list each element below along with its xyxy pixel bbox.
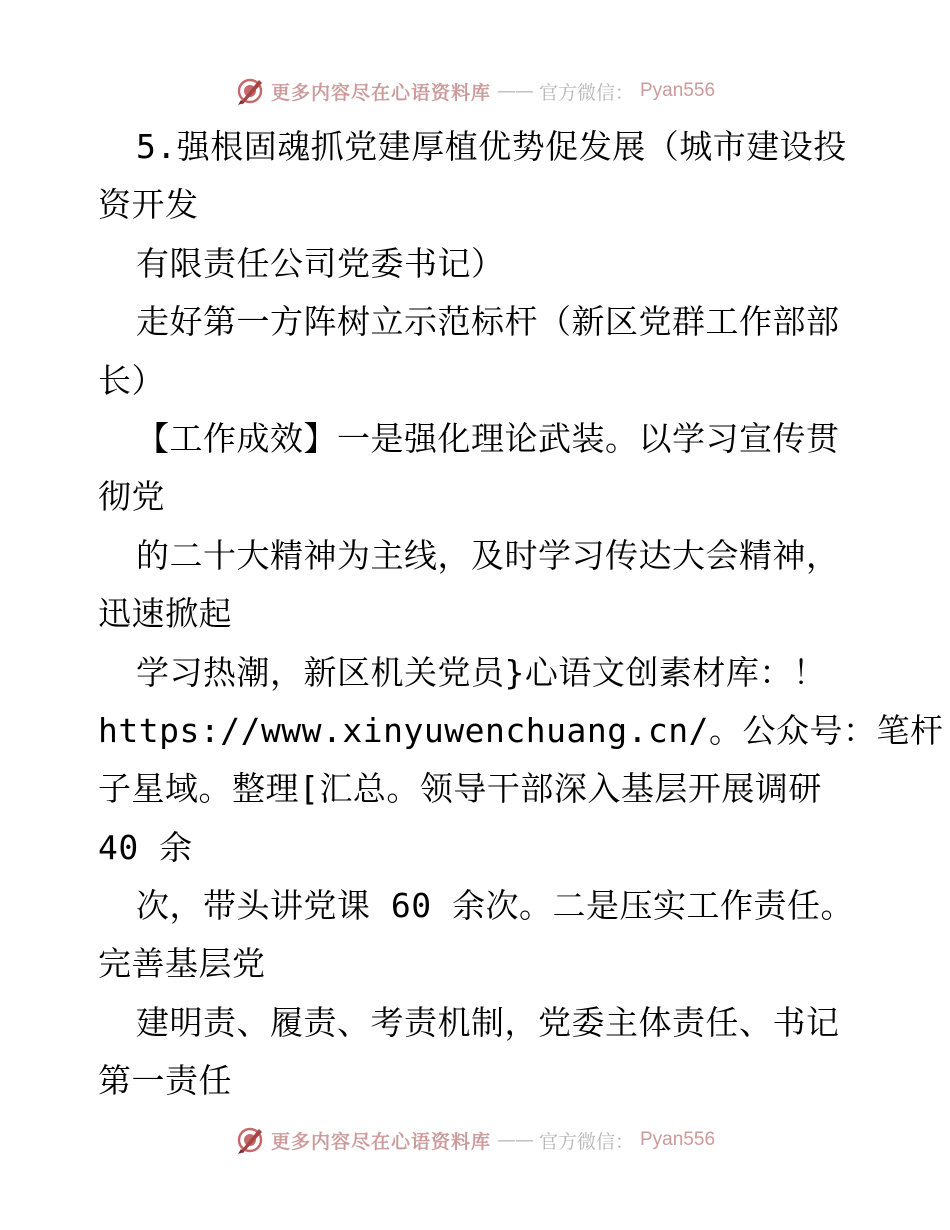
watermark-wechat-label: 官方微信：: [538, 1130, 634, 1153]
text-line: https://www.xinyuwenchuang.cn/。公众号：笔杆: [98, 710, 944, 750]
text-line: 建明责、履责、考责机制，党委主体责任、书记: [136, 1002, 840, 1042]
watermark-wechat-handle: Pyan556: [640, 1129, 716, 1150]
text-line: 【工作成效】一是强化理论武装。以学习宣传贯: [136, 418, 840, 458]
text-line: 5.强根固魂抓党建厚植优势促发展（城市建设投: [136, 127, 847, 166]
text-line: 的二十大精神为主线，及时学习传达大会精神，: [136, 535, 840, 575]
text-line: 有限责任公司党委书记）: [136, 243, 505, 283]
text-line: 次，带头讲党课 60 余次。二是压实工作责任。: [136, 886, 854, 926]
text-line: 资开发: [98, 185, 199, 225]
text-line: 长）: [98, 360, 165, 400]
text-line: 第一责任: [98, 1061, 232, 1101]
text-line: 迅速掀起: [98, 594, 232, 634]
watermark-dash: ——: [496, 80, 533, 102]
document-body: [98, 118, 944, 1111]
watermark-content: [235, 1125, 715, 1155]
watermark-brand-text: 更多内容尽在心语资料库: [270, 81, 491, 104]
watermark-banner-top: [0, 71, 950, 111]
text-line: 走好第一方阵树立示范标杆（新区党群工作部部: [136, 302, 840, 342]
text-line: 40 余: [98, 827, 193, 867]
text-line: 彻党: [98, 477, 165, 517]
watermark-wechat-label: 官方微信：: [538, 81, 634, 104]
text-line: 子星域。整理[汇总。领导干部深入基层开展调研: [98, 769, 822, 809]
watermark-banner-bottom: [0, 1120, 950, 1160]
text-line: 学习热潮，新区机关党员}心语文创素材库：！: [136, 652, 827, 692]
watermark-brand-text: 更多内容尽在心语资料库: [270, 1130, 491, 1153]
text-line: 完善基层党: [98, 944, 266, 984]
quill-logo-icon: [235, 76, 265, 106]
watermark-wechat-handle: Pyan556: [640, 80, 716, 101]
quill-logo-icon: [235, 1125, 265, 1155]
watermark-dash: ——: [496, 1129, 533, 1151]
watermark-content: [235, 76, 715, 106]
